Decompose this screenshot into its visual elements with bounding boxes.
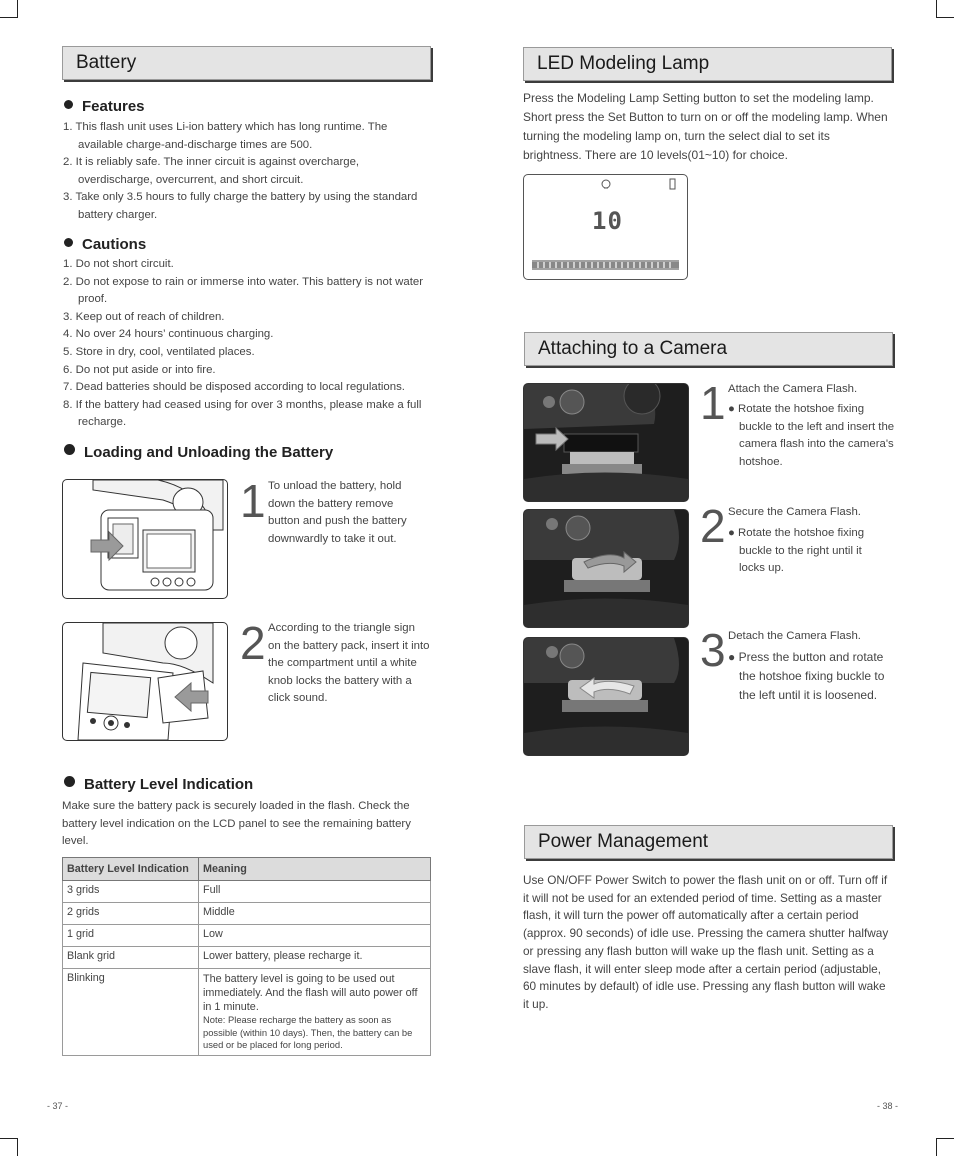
page-number-left: - 37 -	[47, 1101, 69, 1111]
attach-step3-photo	[523, 637, 689, 756]
step2-text: According to the triangle sign on the battery pack, insert it into the compartment until a white knob locks the battery with a click sound.	[268, 622, 430, 705]
table-row	[63, 925, 431, 947]
table-cell-level: Blank grid	[63, 947, 199, 969]
table-cell-level: 1 grid	[63, 925, 199, 947]
list-item: 3. Keep out of reach of children.	[63, 310, 225, 323]
table-row	[63, 947, 431, 969]
table-cell-level: Blinking	[63, 969, 199, 1056]
table-header-cell: Meaning	[199, 858, 431, 881]
bullet-dot-icon	[64, 238, 73, 247]
step-number: 1	[240, 475, 266, 527]
step-number: 1	[700, 377, 726, 429]
list-item: 3. Take only 3.5 hours to fully charge the battery by using the standard battery charger.	[63, 191, 418, 221]
table-cell-meaning: Full	[199, 881, 431, 903]
table-row	[63, 881, 431, 903]
attach-step2-photo	[523, 509, 689, 628]
lcd-value: 10	[592, 207, 623, 235]
attach-step2-bullet: ● Rotate the hotshoe fixing buckle to the right until it locks up.	[728, 527, 865, 575]
list-item: 1. Do not short circuit.	[63, 258, 174, 270]
attach-header	[524, 332, 893, 366]
bullet-dot-icon	[64, 100, 73, 109]
blinking-meaning: The battery level is going to be used out immediately. And the flash will auto power off in 1 minute.	[203, 973, 418, 1013]
step-number: 2	[700, 500, 726, 552]
led-text: Press the Modeling Lamp Setting button to set the modeling lamp. Short press the Set Button to turn on or off the modeling lamp. When turning the modeling lamp on, turn the select dial to set its brightness. There are 10 levels(01~10) for choice.	[523, 91, 888, 162]
table-header-row	[63, 858, 431, 881]
blinking-note: Note: Please recharge the battery as soon as possible (within 10 days). Then, the battery can be used or be placed for long period.	[203, 1014, 413, 1050]
battery-level-table	[62, 857, 431, 1056]
attach-step3-bullet: ● Press the button and rotate the hotshoe fixing buckle to the left until it is loosened.	[728, 650, 885, 702]
attach-step2-title: Secure the Camera Flash.	[728, 506, 861, 518]
cautions-heading: Cautions	[64, 236, 146, 253]
table-cell-meaning: Lower battery, please recharge it.	[199, 947, 431, 969]
list-item: 4. No over 24 hours’ continuous charging.	[63, 328, 274, 341]
power-text: Use ON/OFF Power Switch to power the flash unit on or off. Turn off if it will not be used for an extended period of time. Setting as a master flash, it will turn the power off automatically after a certain period (approx. 90 seconds) of idle use. Pressing the camera shutter halfway or pressing any flash button will wake up the flash unit. Setting as a slave flash, it will enter sleep mode after a certain period (adjustable, 60 minutes by default) of idle use. Pressing any flash button will wake it up.	[523, 873, 889, 1011]
crop-mark-bottom-left	[0, 1138, 18, 1156]
list-item: 2. Do not expose to rain or immerse into water. This battery is not water proof.	[63, 275, 424, 306]
led-header-title: LED Modeling Lamp	[537, 53, 710, 74]
lcd-display	[523, 174, 688, 280]
crop-mark-top-left	[0, 0, 18, 18]
table-cell-level: 3 grids	[63, 881, 199, 903]
attach-step1-title: Attach the Camera Flash.	[728, 383, 858, 395]
page-number-right: - 38 -	[877, 1101, 899, 1111]
features-list	[63, 119, 429, 225]
step1-text: To unload the battery, hold down the battery remove button and push the battery downwardly to take it out.	[268, 480, 407, 545]
table-cell-meaning: Middle	[199, 903, 431, 925]
battery-level-intro: Make sure the battery pack is securely loaded in the flash. Check the battery level indication on the LCD panel to see the remaining battery level.	[62, 800, 411, 848]
loading-heading: Loading and Unloading the Battery	[64, 444, 333, 461]
table-row	[63, 969, 431, 1056]
bullet-dot-icon	[64, 444, 75, 455]
crop-mark-top-right	[936, 0, 954, 18]
unload-battery-illustration	[62, 479, 228, 599]
list-item: 7. Dead batteries should be disposed according to local regulations.	[63, 381, 405, 394]
list-item: 5. Store in dry, cool, ventilated places.	[63, 345, 255, 358]
crop-mark-bottom-right	[936, 1138, 954, 1156]
step-number: 3	[700, 624, 726, 676]
bullet-dot-icon	[64, 776, 75, 787]
attach-step3-title: Detach the Camera Flash.	[728, 630, 861, 642]
led-header	[523, 47, 892, 81]
attach-step1-photo	[523, 383, 689, 502]
table-row	[63, 903, 431, 925]
power-header-title: Power Management	[538, 831, 709, 852]
table-header-cell: Battery Level Indication	[63, 858, 199, 881]
battery-level-heading: Battery Level Indication	[64, 776, 253, 793]
step-number: 2	[240, 617, 266, 669]
attach-header-title: Attaching to a Camera	[538, 338, 728, 359]
features-heading: Features	[64, 98, 145, 115]
table-cell-meaning	[199, 969, 431, 1056]
attach-step1-bullet: ● Rotate the hotshoe fixing buckle to the left and insert the camera flash into the camera's hotshoe.	[728, 403, 895, 468]
cautions-list	[63, 256, 433, 432]
list-item: 8. If the battery had ceased using for over 3 months, please make a full recharge.	[63, 398, 422, 429]
list-item: 2. It is reliably safe. The inner circuit is against overcharge, overdischarge, overcurrent, and short circuit.	[63, 156, 360, 186]
table-cell-level: 2 grids	[63, 903, 199, 925]
table-cell-meaning: Low	[199, 925, 431, 947]
battery-header	[62, 46, 431, 80]
list-item: 1. This flash unit uses Li-ion battery which has long runtime. The available charge-and-discharge times are 500.	[63, 121, 388, 151]
battery-header-title: Battery	[76, 52, 137, 73]
list-item: 6. Do not put aside or into fire.	[63, 363, 216, 376]
load-battery-illustration	[62, 622, 228, 741]
power-header	[524, 825, 893, 859]
